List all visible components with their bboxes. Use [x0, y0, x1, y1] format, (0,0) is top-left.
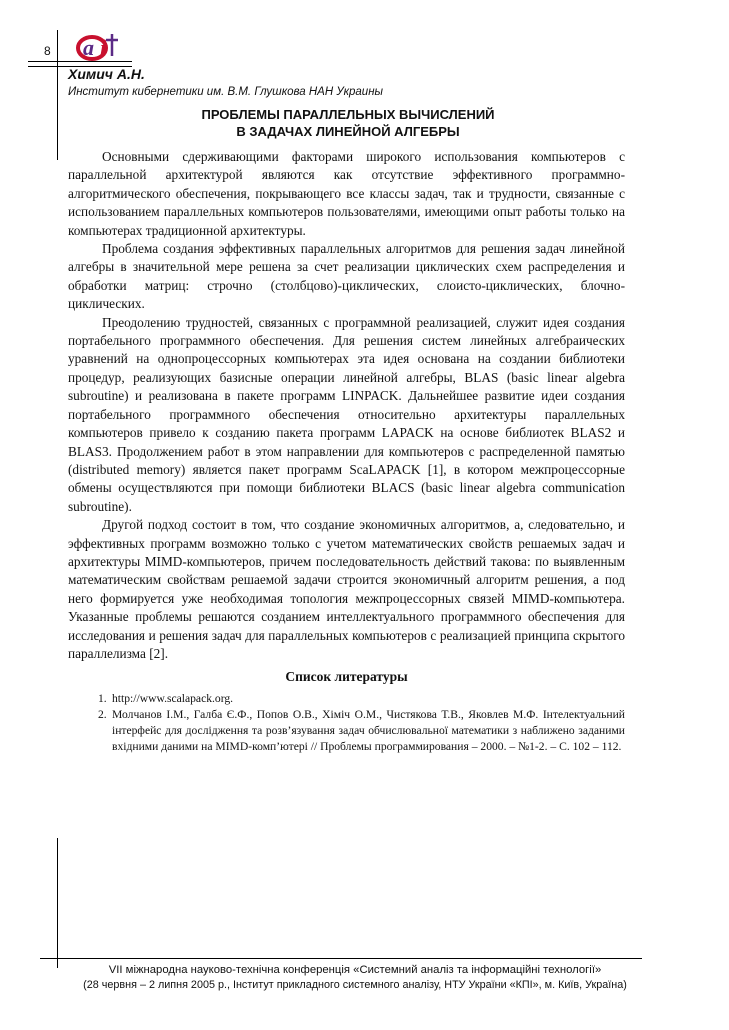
reference-text: Молчанов І.М., Галба Є.Ф., Попов О.В., Хіміч О.М., Чистякова Т.В., Яковлев М.Ф. Інтелектуальний інтерфейс для дослідження та розв’язування задач обчислювальної математики з наближено заданими вхідними даними на MIMD-комп’ютері // Проблемы программирования – 2000. – №1-2. – С. 102 – 112. [112, 707, 625, 753]
references-heading: Список литературы [285, 669, 408, 685]
footer-rule-left [40, 958, 68, 959]
paragraph: Проблема создания эффективных параллельных алгоритмов для решения задач линейной алгебры в значительной мере решена за счет реализации циклических схем распределения и обработки матриц: строчно (столбцово)-циклических, слоисто-циклических, блочно-циклических. [68, 241, 625, 312]
author-affiliation: Институт кибернетики им. В.М. Глушкова НАН Украины [68, 86, 383, 98]
margin-rule-vertical [57, 838, 58, 968]
conference-logo-icon [70, 26, 130, 66]
reference-item [98, 707, 625, 755]
paragraph: Другой подход состоит в том, что создание экономичных алгоритмов, а, следовательно, и эффективных программ возможно только с учетом математических свойств решаемых задач и архитектуры MIMD-компьютеров, причем последовательность действий такова: по выявленным математическим свойствам решаемой задачи строится экономичный алгоритм решения, а под него формируется уже необходимая топология межпроцессорных связей MIMD-компьютера. Указанные проблемы решаются созданием интеллектуального программного обеспечения для исследования и решения задач для параллельных компьютеров с реализацией принципа скрытого параллелизма [2]. [68, 517, 625, 661]
author-name: Химич А.Н. [68, 66, 145, 82]
footer-line-2: (28 червня – 2 липня 2005 р., Інститут прикладного системного аналізу, НТУ України «КПІ», м. Київ, Україна) [83, 979, 627, 991]
paper-title [68, 106, 628, 140]
references-list [68, 691, 625, 755]
svg-text:a: a [83, 35, 94, 60]
paragraph: Основными сдерживающими факторами широкого использования компьютеров с параллельной архитектурой являются как отсутствие эффективного программно-алгоритмического обеспечения, покрывающего все классы задач, так и трудности, связанные с использованием параллельных компьютеров пользователями, имеющими опыт работы только на компьютерах традиционной архитектуры. [68, 149, 625, 238]
title-line-1: ПРОБЛЕМЫ ПАРАЛЛЕЛЬНЫХ ВЫЧИСЛЕНИЙ [201, 107, 495, 122]
footer-line-1: VII міжнародна науково-технічна конференція «Системний аналіз та інформаційні технології» [108, 964, 602, 976]
reference-number: 1. [98, 691, 107, 705]
paragraph: Преодолению трудностей, связанных с программной реализацией, служит идея создания портабельного программного обеспечения. Для решения систем линейных алгебраических уравнений на однопроцессорных компьютерах эта идея основана на создании библиотеки процедур, реализующих базисные операции линейной алгебры, BLAS (basic linear algebra subroutine) и реализована в пакете программ LINPACK. Дальнейшее развитие идеи создания портабельного программного обеспечения относительно архитектуры параллельных компьютеров привело к созданию пакета программ LAPACK на основе библиотек BLAS2 и BLAS3. Продолжением работ в этом направлении для компьютеров с распределенной памятью (distributed memory) является пакет программ ScaLAPACK [1], в котором межпроцессорные обмены осуществляются при помощи библиотеки BLACS (basic linear algebra communication subroutine). [68, 314, 625, 514]
reference-number: 2. [98, 707, 107, 721]
svg-text:i: i [100, 35, 107, 60]
reference-link[interactable]: http://www.scalapack.org. [112, 691, 234, 705]
conference-footer [68, 958, 642, 997]
header-rule-vertical [57, 30, 58, 160]
reference-item [98, 691, 625, 707]
title-line-2: В ЗАДАЧАХ ЛИНЕЙНОЙ АЛГЕБРЫ [236, 124, 460, 139]
page-number: 8 [44, 44, 51, 58]
paper-body [68, 148, 625, 755]
